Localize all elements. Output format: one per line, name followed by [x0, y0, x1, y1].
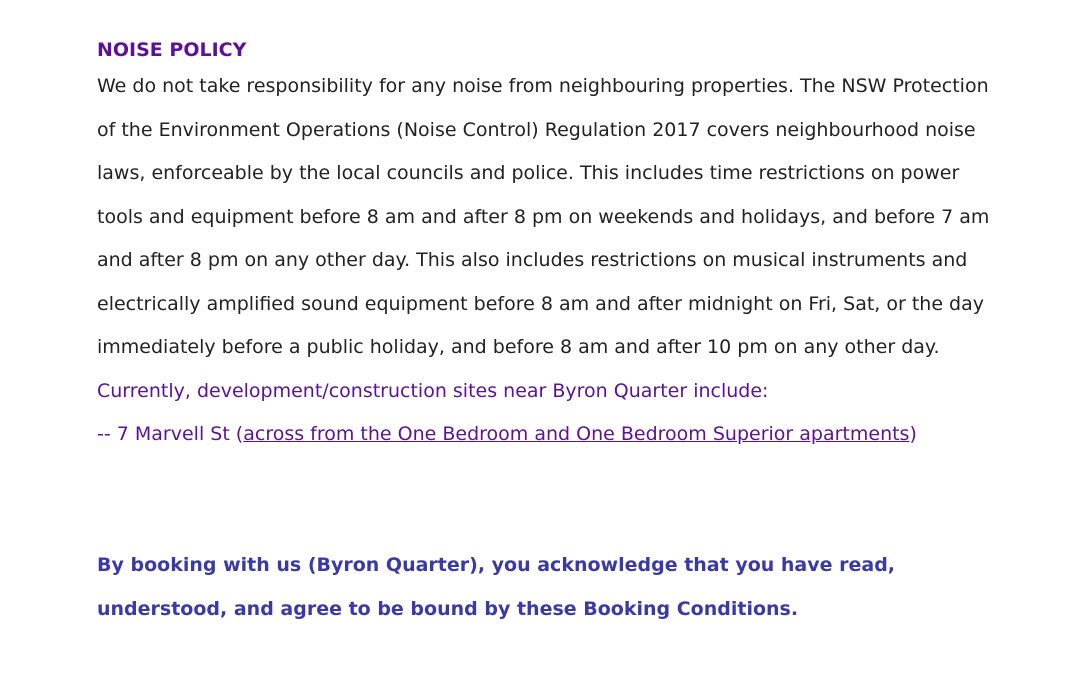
- site-suffix: ): [909, 423, 917, 445]
- document-content: [97, 36, 997, 631]
- acknowledgement-line-2: understood, and agree to be bound by these Booking Conditions.: [97, 597, 799, 620]
- site-prefix: -- 7 Marvell St (: [97, 423, 244, 445]
- noise-policy-paragraph: We do not take responsibility for any noise from neighbouring properties. The NSW Protection of the Environment Operations (Noise Control) Regulation 2017 covers neighbourhood noise laws, enforceable by the local councils and police. This includes time restrictions on power tools and equipment before 8 am and after 8 pm on weekends and holidays, and before 7 am and after 8 pm on any other day. This also includes restrictions on musical instruments and electrically amplified sound equipment before 8 am and after midnight on Fri, Sat, or the day immediately before a public holiday, and before 8 am and after 10 pm on any other day.: [97, 75, 990, 358]
- construction-site-item: [97, 413, 997, 457]
- construction-intro: Currently, development/construction sites near Byron Quarter include:: [97, 379, 769, 402]
- acknowledgement-line-1: By booking with us (Byron Quarter), you acknowledge that you have read,: [97, 553, 896, 576]
- booking-acknowledgement: [97, 543, 997, 631]
- site-location-link[interactable]: across from the One Bedroom and One Bedroom Superior apartments: [243, 423, 910, 445]
- noise-policy-heading: NOISE POLICY: [97, 39, 247, 61]
